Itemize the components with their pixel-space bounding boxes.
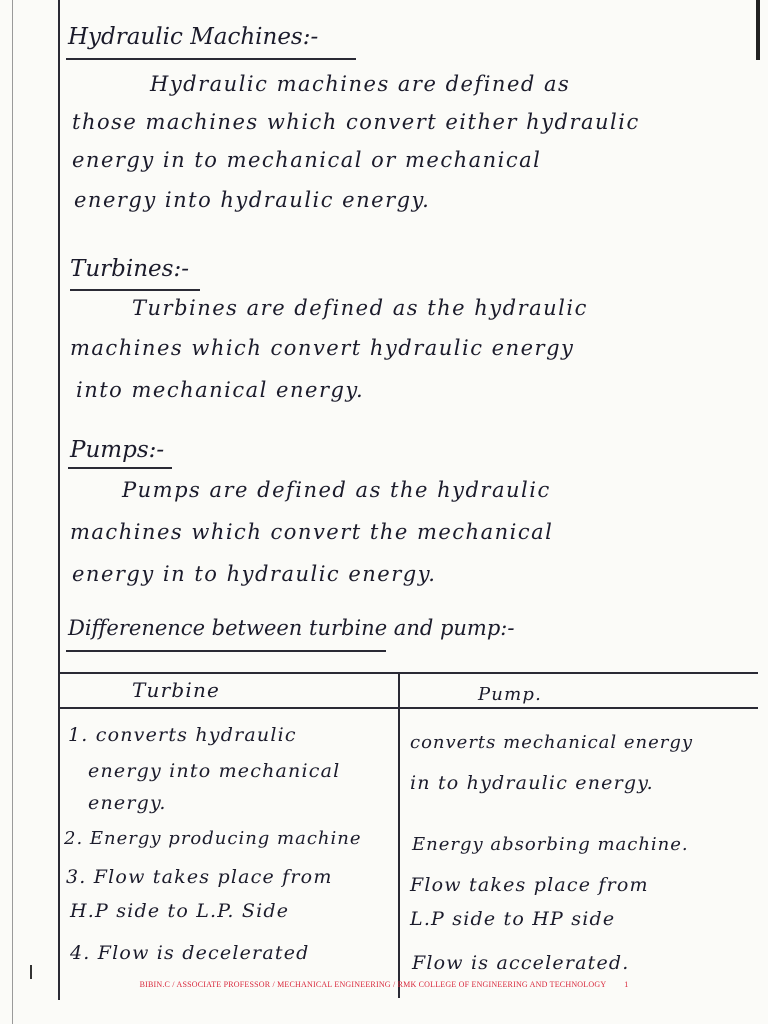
pump-cell-2: in to hydraulic energy. [410,772,654,794]
column-header-pump: Pump. [478,684,543,705]
heading-turbines: Turbines:- [70,256,189,282]
page-corner-mark [756,0,760,60]
pump-cell-6: Flow is accelerated. [412,952,630,974]
pump-cell-5: L.P side to HP side [410,908,616,930]
hydraulic-line-1: Hydraulic machines are defined as [150,72,571,96]
pumps-line-1: Pumps are defined as the hydraulic [122,478,551,502]
table-top-border [58,672,758,674]
page-left-edge [12,0,13,1024]
turbine-cell-6: H.P side to L.P. Side [70,900,290,922]
heading-underline [70,289,200,291]
turbine-cell-1: 1. converts hydraulic [68,724,297,746]
pump-cell-4: Flow takes place from [410,874,649,896]
pump-cell-3: Energy absorbing machine. [412,834,689,855]
hydraulic-line-3: energy in to mechanical or mechanical [72,148,542,172]
heading-pumps: Pumps:- [70,437,165,463]
column-header-turbine: Turbine [132,678,221,702]
table-header-border [58,707,758,709]
heading-difference: Differenence between turbine and pump:- [68,616,515,640]
turbine-cell-3: energy. [88,792,167,814]
page-number: 1 [624,980,629,989]
heading-underline [66,650,386,652]
turbines-line-1: Turbines are defined as the hydraulic [132,296,588,320]
page-footer [0,980,768,989]
turbines-line-2: machines which convert hydraulic energy [70,336,575,360]
table-column-divider [398,672,400,998]
heading-hydraulic-machines: Hydraulic Machines:- [68,24,319,50]
pumps-line-2: machines which convert the mechanical [70,520,554,544]
hydraulic-line-2: those machines which convert either hydraulic [72,110,640,134]
footer-text: BIBIN.C / ASSOCIATE PROFESSOR / MECHANICAL ENGINEERING / RMK COLLEGE OF ENGINEERING AND TECHNOLOGY [139,980,607,989]
pump-cell-1: converts mechanical energy [410,732,694,753]
turbine-cell-5: 3. Flow takes place from [66,866,333,888]
turbine-cell-2: energy into mechanical [88,760,341,782]
heading-underline [66,58,356,60]
hydraulic-line-4: energy into hydraulic energy. [74,188,431,212]
margin-tick-mark [30,965,32,979]
turbine-cell-7: 4. Flow is decelerated [70,942,310,964]
heading-underline [68,467,172,469]
turbine-cell-4: 2. Energy producing machine [64,828,362,849]
pumps-line-3: energy in to hydraulic energy. [72,562,437,586]
turbines-line-3: into mechanical energy. [76,378,365,402]
